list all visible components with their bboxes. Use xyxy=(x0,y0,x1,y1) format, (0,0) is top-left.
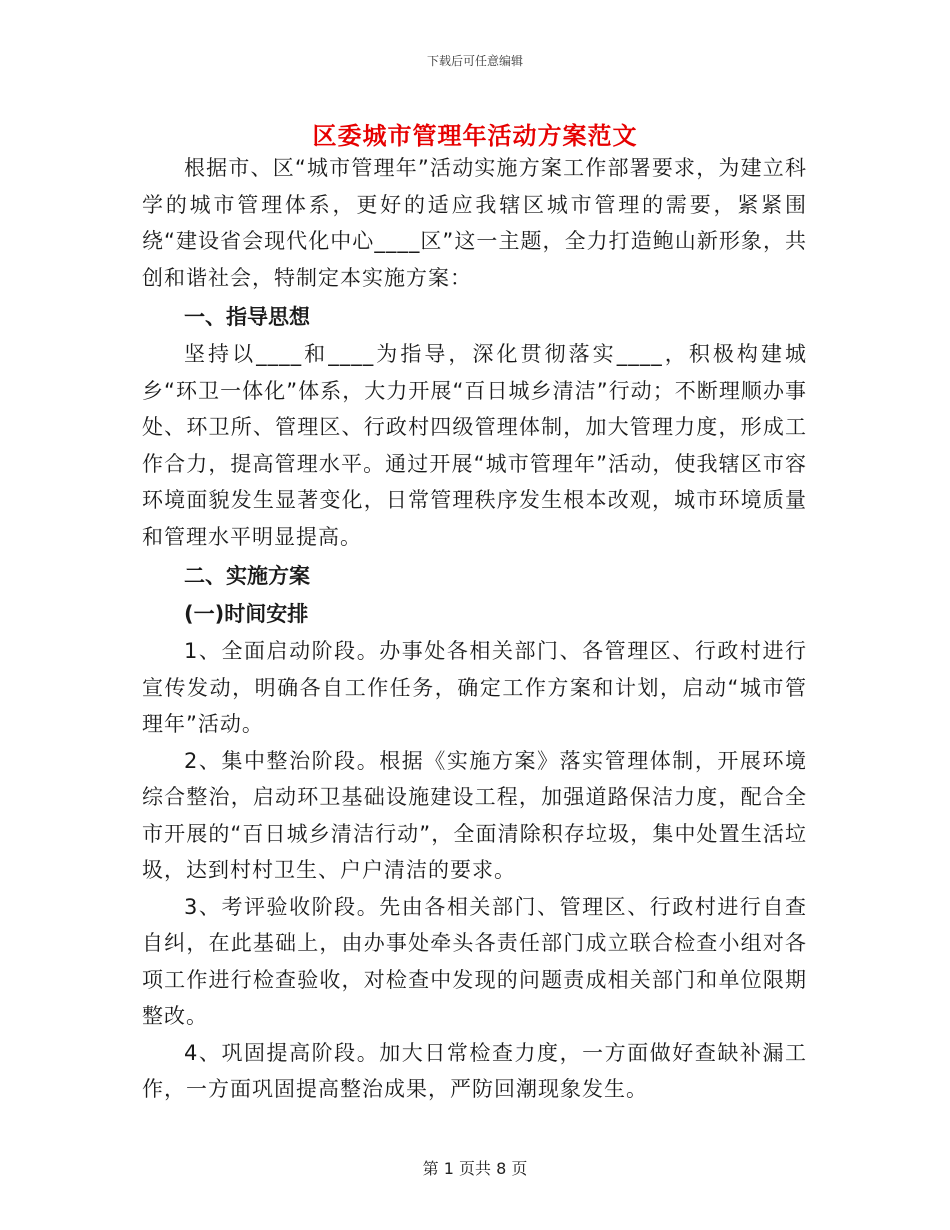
schedule-item-1: 1、全面启动阶段。办事处各相关部门、各管理区、行政村进行宣传发动，明确各自工作任务，确定工作方案和计划，启动“城市管理年”活动。 xyxy=(142,639,807,736)
document-body xyxy=(142,150,807,1108)
page-footer: 第 1 页共 8 页 xyxy=(422,1159,528,1178)
guiding-thought-paragraph: 坚持以____和____为指导，深化贯彻落实____，积极构建城乡“环卫一体化”体系，大力开展“百日城乡清洁”行动；不断理顺办事处、环卫所、管理区、行政村四级管理体制，加大管理力度，形成工作合力，提高管理水平。通过开展“城市管理年”活动，使我辖区市容环境面貌发生显著变化，日常管理秩序发生根本改观，城市环境质量和管理水平明显提高。 xyxy=(142,342,807,549)
schedule-item-2: 2、集中整治阶段。根据《实施方案》落实管理体制，开展环境综合整治，启动环卫基础设施建设工程，加强道路保洁力度，配合全市开展的“百日城乡清洁行动”，全面清除积存垃圾，集中处置生活垃圾，达到村村卫生、户户清洁的要求。 xyxy=(142,748,807,882)
section-heading-guiding-thought: 一、指导思想 xyxy=(184,305,310,329)
header-note: 下载后可任意编辑 xyxy=(426,54,523,68)
subheading-schedule: (一)时间安排 xyxy=(184,602,309,626)
schedule-item-3: 3、考评验收阶段。先由各相关部门、管理区、行政村进行自查自纠，在此基础上，由办事处牵头各责任部门成立联合检查小组对各项工作进行检查验收，对检查中发现的问题责成相关部门和单位限期整改。 xyxy=(142,894,807,1028)
section-heading-implementation: 二、实施方案 xyxy=(184,564,310,588)
schedule-item-4: 4、巩固提高阶段。加大日常检查力度，一方面做好查缺补漏工作，一方面巩固提高整治成果，严防回潮现象发生。 xyxy=(142,1040,807,1101)
intro-paragraph: 根据市、区“城市管理年”活动实施方案工作部署要求，为建立科学的城市管理体系，更好的适应我辖区城市管理的需要，紧紧围绕“建设省会现代化中心____区”这一主题，全力打造鲍山新形象，共创和谐社会，特制定本实施方案： xyxy=(142,156,807,290)
document-title: 区委城市管理年活动方案范文 xyxy=(312,122,638,150)
